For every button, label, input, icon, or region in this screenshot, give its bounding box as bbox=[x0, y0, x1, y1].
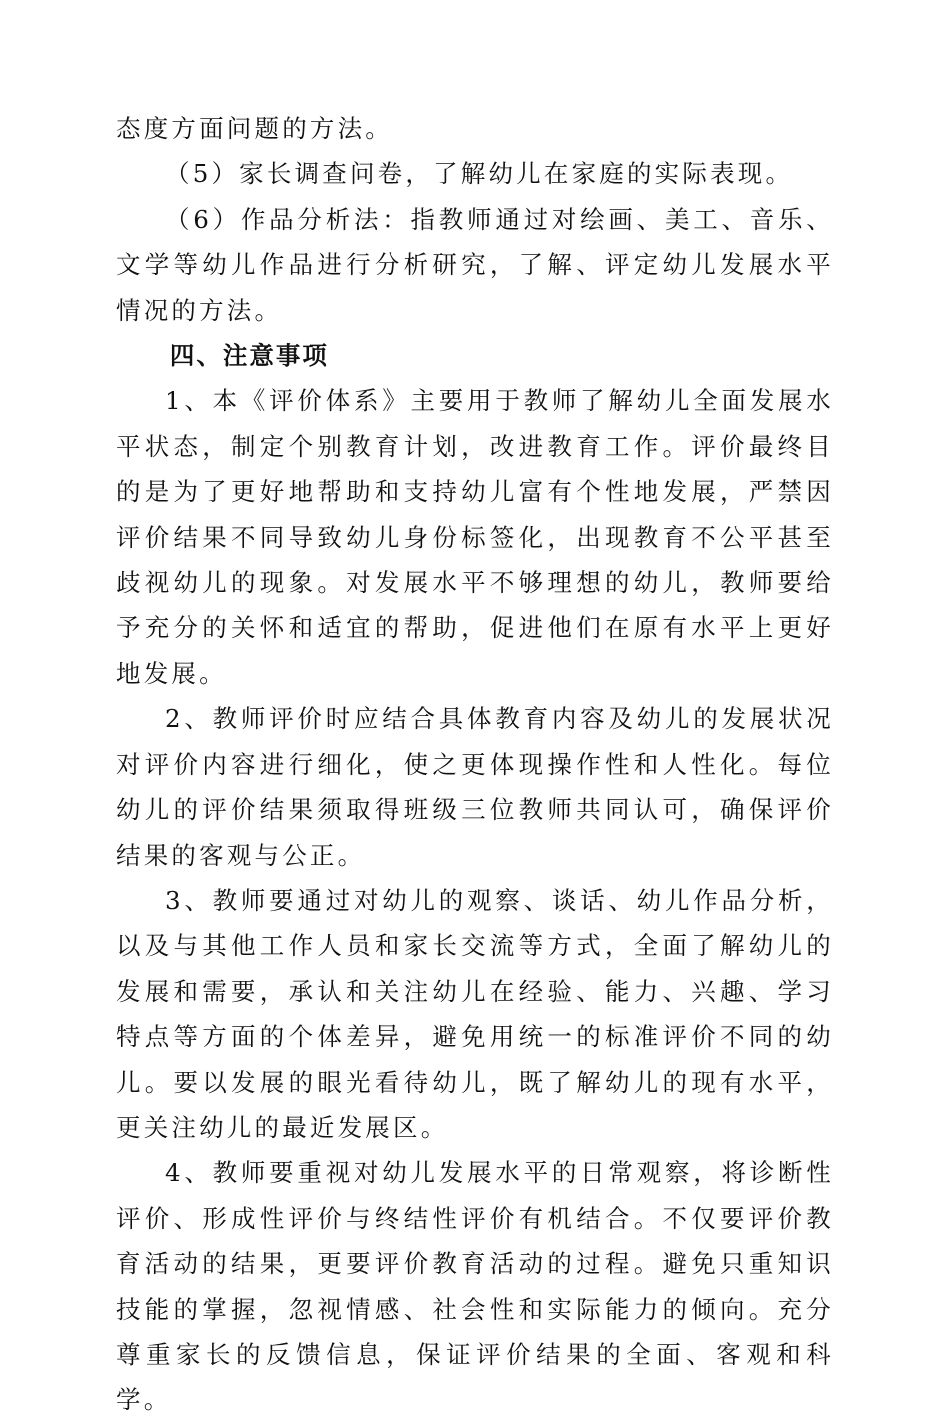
paragraph-continuation: 态度方面问题的方法。 bbox=[116, 114, 393, 143]
section-heading: 四、注意事项 bbox=[169, 341, 329, 371]
paragraph-note-4: 4、教师要重视对幼儿发展水平的日常观察，将诊断性评价、形成性评价与终结性评价有机结合。不仅要评价教育活动的结果，更要评价教育活动的过程。避免只重知识技能的掌握，忽视情感、社会性和实际能力的倾向。充分尊重家长的反馈信息，保证评价结果的全面、客观和科学。 bbox=[116, 1158, 834, 1415]
paragraph-item-5: （5）家长调查问卷，了解幼儿在家庭的实际表现。 bbox=[165, 159, 794, 189]
paragraph-note-1: 1、本《评价体系》主要用于教师了解幼儿全面发展水平状态，制定个别教育计划，改进教育工作。评价最终目的是为了更好地帮助和支持幼儿富有个性地发展，严禁因评价结果不同导致幼儿身份标签化，出现教育不公平甚至歧视幼儿的现象。对发展水平不够理想的幼儿，教师要给予充分的关怀和适宜的帮助，促进他们在原有水平上更好地发展。 bbox=[116, 386, 834, 688]
paragraph-note-2: 2、教师评价时应结合具体教育内容及幼儿的发展状况对评价内容进行细化，使之更体现操作性和人性化。每位幼儿的评价结果须取得班级三位教师共同认可，确保评价结果的客观与公正。 bbox=[116, 704, 834, 870]
document-body bbox=[116, 106, 834, 1423]
paragraph-item-6: （6）作品分析法：指教师通过对绘画、美工、音乐、文学等幼儿作品进行分析研究，了解、评定幼儿发展水平情况的方法。 bbox=[116, 204, 834, 325]
paragraph-note-3: 3、教师要通过对幼儿的观察、谈话、幼儿作品分析，以及与其他工作人员和家长交流等方式，全面了解幼儿的发展和需要，承认和关注幼儿在经验、能力、兴趣、学习特点等方面的个体差异，避免用统一的标准评价不同的幼儿。要以发展的眼光看待幼儿，既了解幼儿的现有水平，更关注幼儿的最近发展区。 bbox=[116, 885, 834, 1142]
